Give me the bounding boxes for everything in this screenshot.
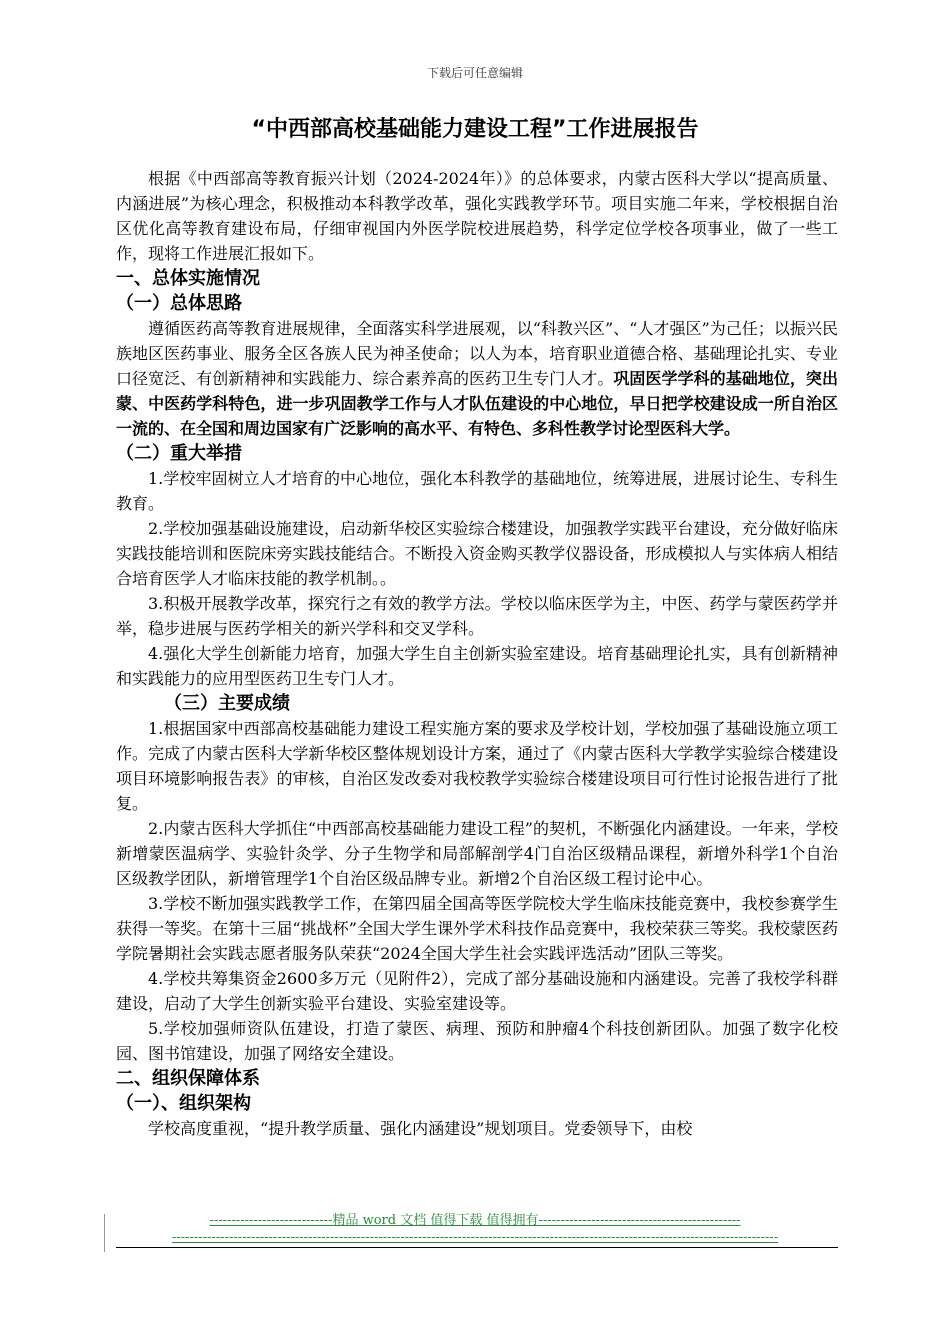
document-body [116, 166, 838, 1141]
measure-item: 3.积极开展教学改革，探究行之有效的教学方法。学校以临床医学为主，中医、药学与蒙医药学并举，稳步进展与医药学相关的新兴学科和交叉学科。 [116, 594, 838, 638]
measure-item: 1.学校牢固树立人才培育的中心地位，强化本科教学的基础地位，统筹进展，进展讨论生、专科生教育。 [116, 469, 838, 513]
achievement-item: 5.学校加强师资队伍建设，打造了蒙医、病理、预防和肿瘤4个科技创新团队。加强了数字化校园、图书馆建设，加强了网络安全建设。 [116, 1019, 838, 1063]
section-1-heading: 一、总体实施情况 [116, 268, 260, 289]
overall-approach-paragraph [116, 316, 838, 441]
section-2-heading: 二、组织保障体系 [116, 1068, 260, 1089]
achievement-item: 2.内蒙古医科大学抓住“中西部高校基础能力建设工程”的契机，不断强化内涵建设。一年来，学校新增蒙医温病学、实验针灸学、分子生物学和局部解剖学4门自治区级精品课程，新增外科学1个自治区级教学团队，新增管理学1个自治区级品牌专业。新增2个自治区级工程讨论中心。 [116, 819, 838, 888]
overall-approach-text: 遵循医药高等教育进展规律，全面落实科学进展观，以“科教兴区”、“人才强区”为己任；以振兴民族地区医药事业、服务全区各族人民为神圣使命；以人为本，培育职业道德合格、基础理论扎实、专业口径宽泛、有创新精神和实践能力、综合素养高的医药卫生专门人才。 [116, 319, 838, 388]
footer-banner [0, 1212, 950, 1246]
header-note: 下载后可任意编辑 [426, 66, 523, 80]
organization-paragraph: 学校高度重视，“提升教学质量、强化内涵建设”规划项目。党委领导下，由校 [148, 1119, 693, 1138]
footer-line-2: ------------------------------------------------------------------------------------------------------------------------------------------ [171, 1230, 779, 1245]
overall-approach-bold-text: 巩固医学学科的基础地位，突出蒙、中医药学科特色，进一步巩固教学工作与人才队伍建设的中心地位，早日把学校建设成一所自治区一流的、在全国和周边国家有广泛影响的高水平、有特色、多科性教学讨论型医科大学。 [116, 369, 838, 438]
measure-item: 4.强化大学生创新能力培育，加强大学生自主创新实验室建设。培育基础理论扎实，具有创新精神和实践能力的应用型医药卫生专门人才。 [116, 644, 838, 688]
footer-line-1 [0, 1212, 950, 1229]
section-1-3-heading: （三）主要成绩 [164, 693, 290, 714]
footer-dashes-right: ---------------------------------------------- [538, 1213, 741, 1228]
achievement-item: 4.学校共筹集资金2600多万元（见附件2），完成了部分基础设施和内涵建设。完善了我校学科群建设，启动了大学生创新实验平台建设、实验室建设等。 [116, 969, 838, 1013]
section-2-1-heading: （一）、组织架构 [116, 1093, 251, 1114]
intro-paragraph: 根据《中西部高等教育振兴计划（2024-2024年）》的总体要求，内蒙古医科大学以“提高质量、内涵进展”为核心理念，积极推动本科教学改革，强化实践教学环节。项目实施二年来，学校根据自治区优化高等教育建设布局，仔细审视国内外医学院校进展趋势，科学定位学校各项事业，做了一些工作，现将工作进展汇报如下。 [116, 169, 838, 263]
achievement-item: 1.根据国家中西部高校基础能力建设工程实施方案的要求及学校计划，学校加强了基础设施立项工作。完成了内蒙古医科大学新华校区整体规划设计方案，通过了《内蒙古医科大学教学实验综合楼建设项目环境影响报告表》的审核，自治区发改委对我校教学实验综合楼建设项目可行性讨论报告进行了批复。 [116, 719, 838, 813]
footer-divider [116, 1247, 838, 1248]
section-1-1-heading: （一）总体思路 [116, 293, 242, 314]
document-title: “中西部高校基础能力建设工程”工作进展报告 [251, 117, 699, 142]
section-1-2-heading: （二）重大举措 [116, 443, 242, 464]
achievement-item: 3.学校不断加强实践教学工作，在第四届全国高等医学院校大学生临床技能竞赛中，我校参赛学生获得一等奖。在第十三届“挑战杯”全国大学生课外学术科技作品竞赛中，我校荣获三等奖。我校蒙医药学院暑期社会实践志愿者服务队荣获“2024全国大学生社会实践评选活动”团队三等奖。 [116, 894, 838, 963]
footer-link-text[interactable]: 精品 word 文档 值得下载 值得拥有 [332, 1213, 539, 1228]
measure-item: 2.学校加强基础设施建设，启动新华校区实验综合楼建设，加强教学实践平台建设，充分做好临床实践技能培训和医院床旁实践技能结合。不断投入资金购买教学仪器设备，形成模拟人与实体病人相结合培育医学人才临床技能的教学机制。。 [116, 519, 838, 588]
footer-dashes-left: ---------------------------- [209, 1213, 333, 1228]
